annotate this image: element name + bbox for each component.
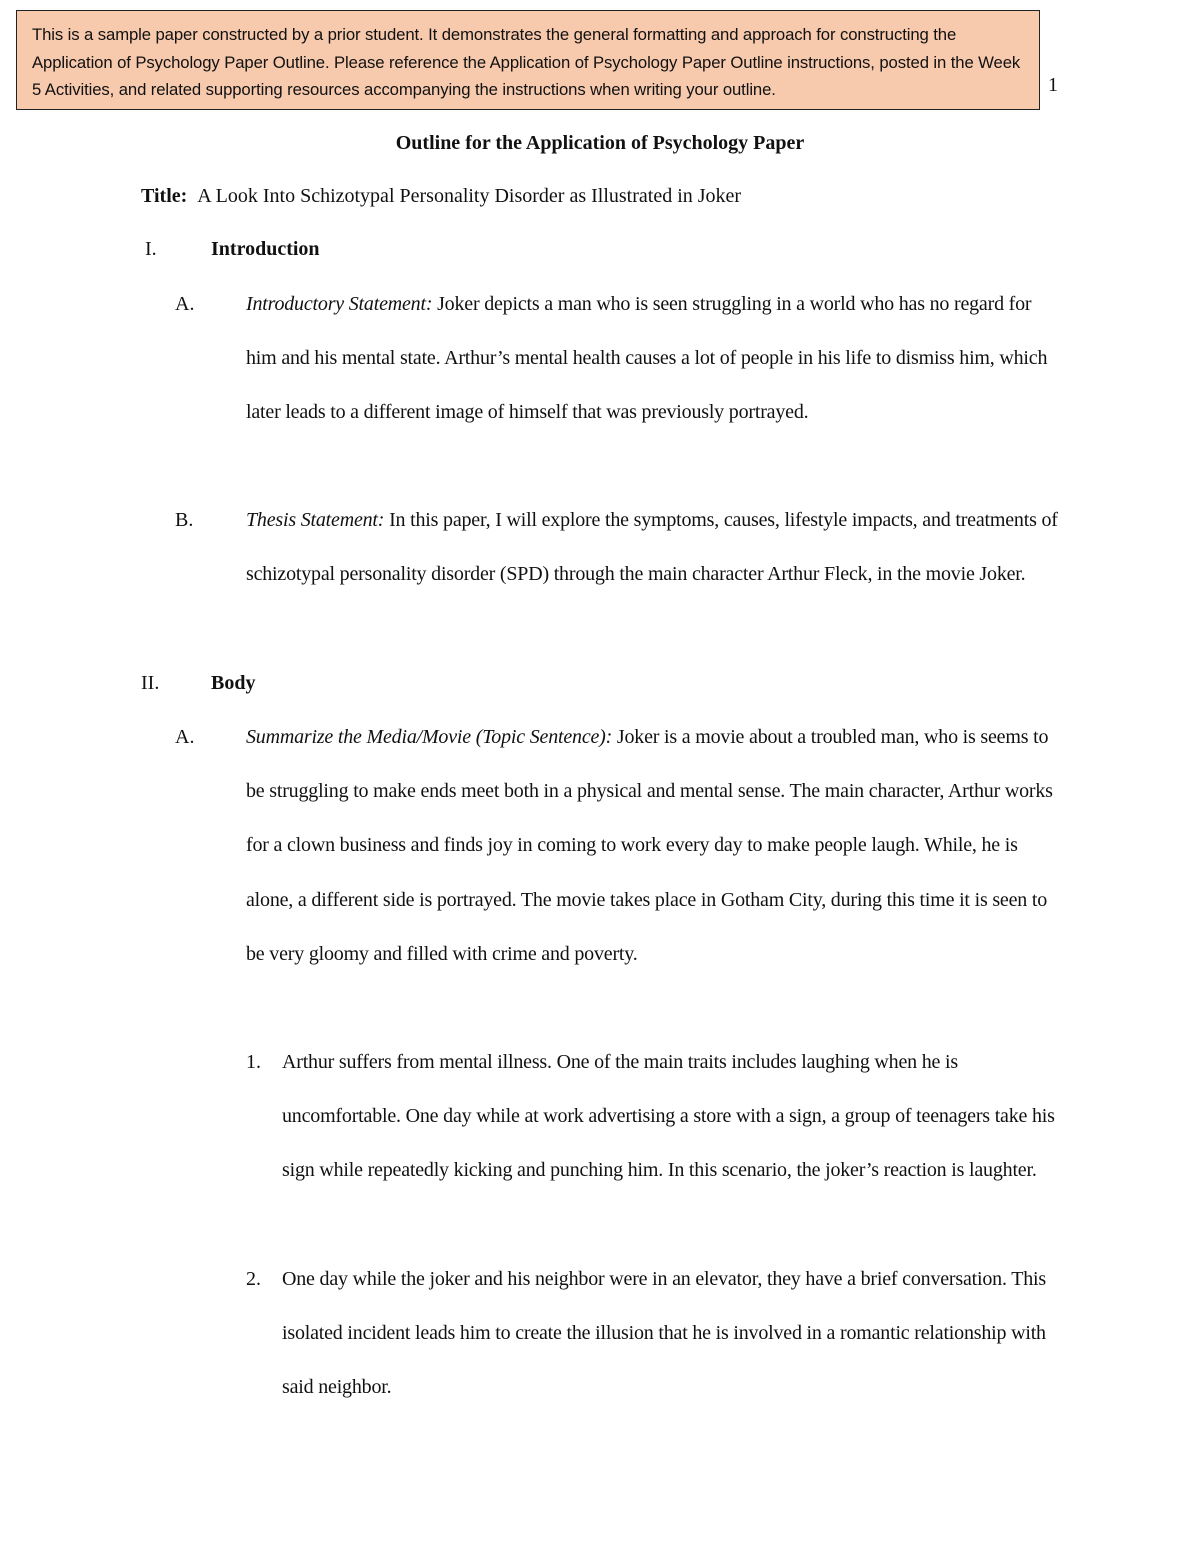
paper-title-value: A Look Into Schizotypal Personality Disorder as Illustrated in Joker xyxy=(197,185,742,207)
item-letter: A. xyxy=(175,293,195,315)
sample-paper-notice xyxy=(16,10,1040,110)
document-title: Outline for the Application of Psychology Paper xyxy=(395,132,805,154)
subitem-number: 2. xyxy=(246,1268,261,1290)
item-lead: Summarize the Media/Movie (Topic Sentence): xyxy=(246,726,613,748)
item-text: Joker depicts a man who is seen struggling in a world who has no regard for him and his mental state. Arthur’s mental health causes a lot of people in his life to dismiss him, which later leads to a different image of himself that was previously portrayed. xyxy=(246,293,1048,424)
subitem-text: Arthur suffers from mental illness. One of the main traits includes laughing when he is uncomfortable. One day while at work advertising a store with a sign, a group of teenagers take his sign while repeatedly kicking and punching him. In this scenario, the joker’s reaction is laughter. xyxy=(282,1051,1055,1182)
item-text: In this paper, I will explore the symptoms, causes, lifestyle impacts, and treatments of schizotypal personality disorder (SPD) through the main character Arthur Fleck, in the movie Joker. xyxy=(246,509,1058,586)
paper-title-line xyxy=(141,183,741,209)
subitem-number: 1. xyxy=(246,1051,261,1073)
section-numeral: II. xyxy=(141,672,160,694)
page-number: 1 xyxy=(1048,74,1058,96)
item-letter: B. xyxy=(175,509,194,531)
item-lead: Introductory Statement: xyxy=(246,293,433,315)
section-numeral: I. xyxy=(145,238,157,260)
paper-title-label: Title: xyxy=(141,185,188,207)
item-lead: Thesis Statement: xyxy=(246,509,385,531)
thesis-statement xyxy=(246,493,1066,601)
notice-text: This is a sample paper constructed by a prior student. It demonstrates the general formatting and approach for constructing the Application of Psychology Paper Outline. Please reference the Application of Psychology Paper Outline instructions, posted in the Week 5 Activities, and related supporting resources accompanying the instructions when writing your outline. xyxy=(32,25,1021,99)
movie-summary xyxy=(246,710,1066,981)
subitem-text: One day while the joker and his neighbor were in an elevator, they have a brief conversation. This isolated incident leads him to create the illusion that he is involved in a romantic relationship with said neighbor. xyxy=(282,1268,1046,1399)
item-letter: A. xyxy=(175,726,195,748)
introductory-statement xyxy=(246,277,1066,440)
item-text: Joker is a movie about a troubled man, who is seems to be struggling to make ends meet both in a physical and mental sense. The main character, Arthur works for a clown business and finds joy in coming to work every day to make people laugh. While, he is alone, a different side is portrayed. The movie takes place in Gotham City, during this time it is seen to be very gloomy and filled with crime and poverty. xyxy=(246,726,1053,965)
section-heading-body: Body xyxy=(211,672,256,694)
section-heading-introduction: Introduction xyxy=(211,238,320,260)
